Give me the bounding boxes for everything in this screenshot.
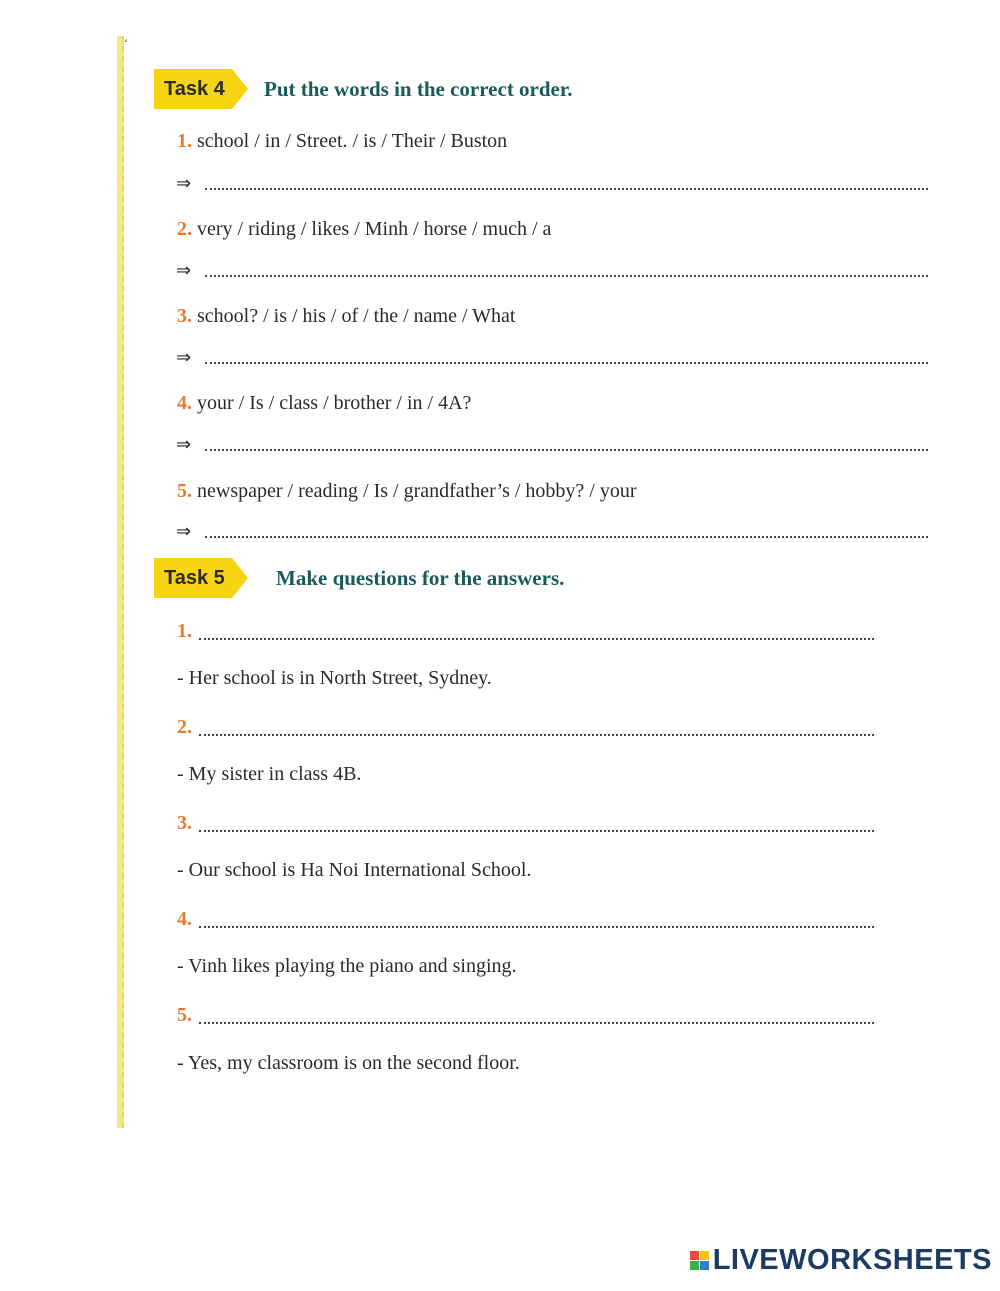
task5-question-1 [177,620,192,643]
item-number: 1. [177,130,192,152]
scrambled-words: your / Is / class / brother / in / 4A? [197,392,472,414]
task4-item-4 [177,392,471,415]
task5-question-5 [177,1004,192,1027]
task5-badge: Task 5 [154,558,232,598]
scrambled-words: newspaper / reading / Is / grandfather’s / hobby? / your [197,480,637,502]
task5-question-4 [177,908,192,931]
task5-answer-4: - Vinh likes playing the piano and singing. [177,955,517,977]
liveworksheets-logo [690,1244,992,1277]
arrow-icon: ⇒ [176,434,192,455]
question-line-2[interactable] [199,734,874,736]
logo-block [690,1261,699,1270]
item-number: 3. [177,812,192,834]
arrow-icon: ⇒ [176,173,192,194]
question-line-1[interactable] [199,638,874,640]
answer-line-2[interactable] [205,275,928,277]
item-number: 4. [177,908,192,930]
question-line-4[interactable] [199,926,874,928]
task4-header [154,69,232,109]
item-number: 4. [177,392,192,414]
logo-block [700,1261,709,1270]
item-number: 5. [177,480,192,502]
task4-item-5 [177,480,637,503]
task4-badge: Task 4 [154,69,232,109]
logo-text: LIVEWORKSHEETS [712,1244,992,1276]
task5-answer-3: - Our school is Ha Noi International School. [177,859,532,881]
answer-line-3[interactable] [205,362,928,364]
scrambled-words: school? / is / his / of / the / name / What [197,305,516,327]
item-number: 1. [177,620,192,642]
scrambled-words: school / in / Street. / is / Their / Buston [197,130,508,152]
item-number: 2. [177,218,192,240]
logo-block [700,1251,709,1260]
margin-mark: ‘ [124,36,128,50]
task5-answer-5: - Yes, my classroom is on the second floor. [177,1052,520,1074]
task4-item-3 [177,305,515,328]
task5-answer-1: - Her school is in North Street, Sydney. [177,667,492,689]
scrambled-words: very / riding / likes / Minh / horse / much / a [197,218,552,240]
task4-item-1 [177,130,507,153]
question-line-5[interactable] [199,1022,874,1024]
page-margin-line [117,36,124,1128]
item-number: 2. [177,716,192,738]
arrow-icon: ⇒ [176,347,192,368]
arrow-icon: ⇒ [176,521,192,542]
task5-header [154,558,232,598]
item-number: 3. [177,305,192,327]
task4-item-2 [177,218,551,241]
task4-title: Put the words in the correct order. [264,77,573,101]
task5-question-3 [177,812,192,835]
question-line-3[interactable] [199,830,874,832]
task5-answer-2: - My sister in class 4B. [177,763,362,785]
task5-question-2 [177,716,192,739]
item-number: 5. [177,1004,192,1026]
logo-block [690,1251,699,1260]
answer-line-4[interactable] [205,449,928,451]
logo-blocks-icon [690,1251,709,1270]
arrow-icon: ⇒ [176,260,192,281]
task5-title: Make questions for the answers. [276,566,565,590]
answer-line-5[interactable] [205,536,928,538]
answer-line-1[interactable] [205,188,928,190]
